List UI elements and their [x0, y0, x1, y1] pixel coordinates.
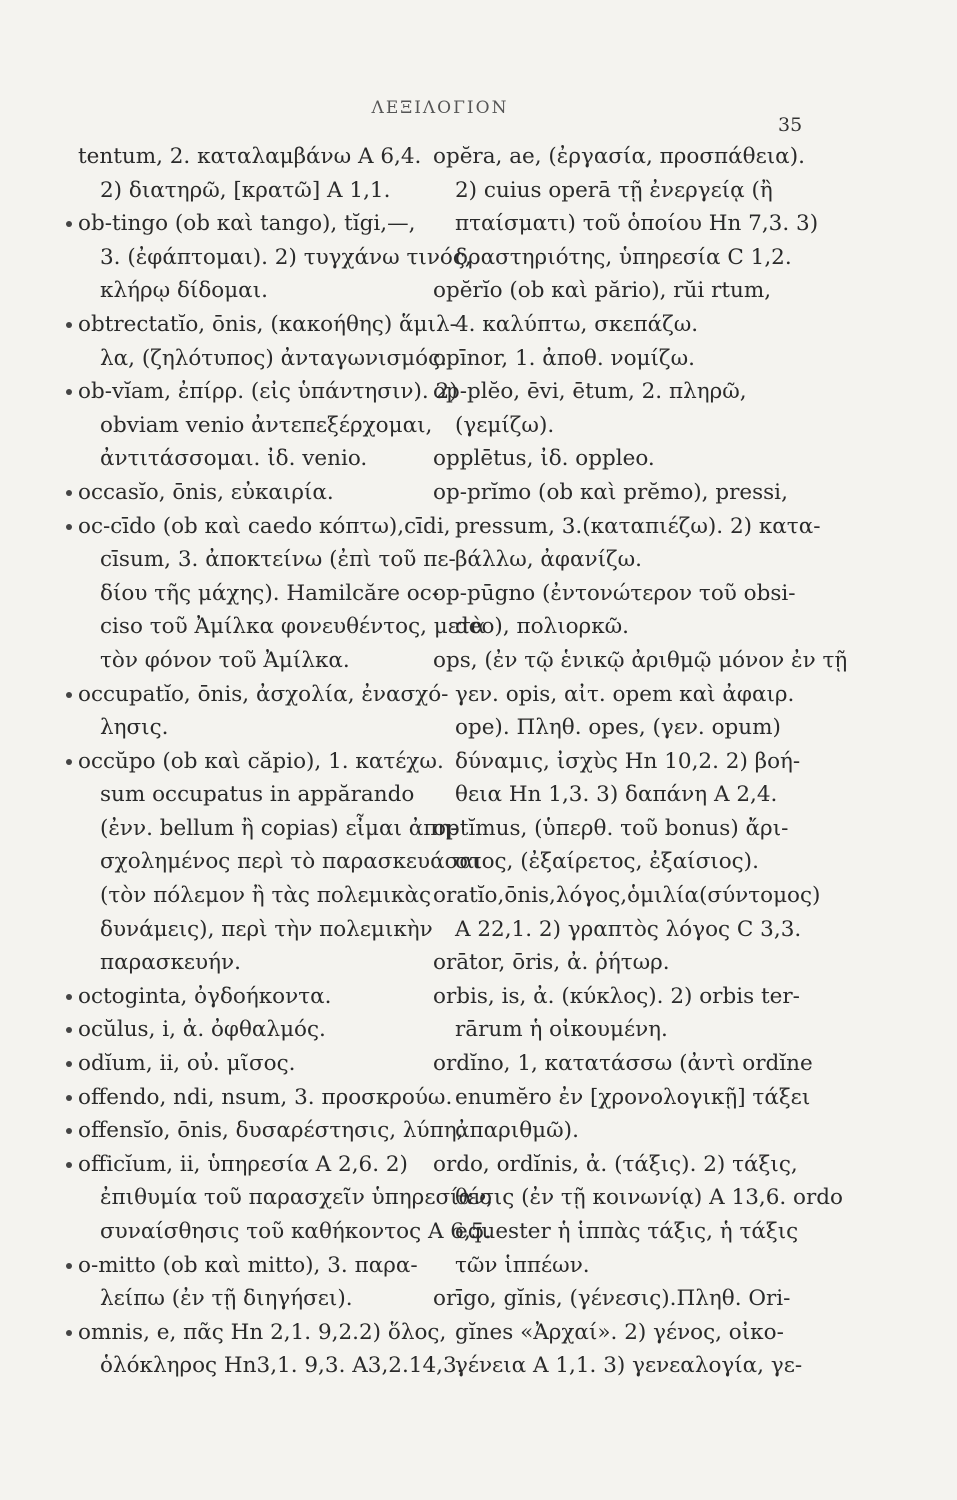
line-text: ἐπιθυμία τοῦ παρασχεῖν ὑπηρεσίαν,	[100, 1185, 493, 1211]
line-text: opĕrĭo (ob καὶ părio), rŭi rtum,	[433, 278, 772, 304]
line-text: γένεια Α 1,1. 3) γενεαλογία, γε-	[455, 1353, 803, 1379]
dictionary-line	[433, 274, 828, 308]
line-text: 3. (ἐφάπτομαι). 2) τυγχάνω τινός,	[100, 244, 472, 270]
dictionary-line	[78, 241, 472, 275]
dictionary-line	[78, 140, 433, 174]
line-text: sum occupatus in appărando	[100, 782, 415, 808]
dictionary-line	[78, 812, 458, 846]
dictionary-line	[78, 711, 433, 745]
dictionary-line	[433, 980, 828, 1014]
entry-headword-line	[78, 745, 444, 779]
running-head: ΛΕΞΙΛΟΓΙΟΝ	[371, 98, 509, 118]
line-text: optĭmus, (ὑπερθ. τοῦ bonus) ἄρι-	[433, 815, 789, 841]
entry-marker-icon	[66, 524, 72, 530]
dictionary-line	[433, 913, 828, 947]
page-number: 35	[778, 114, 803, 136]
dictionary-line	[78, 610, 486, 644]
entry-marker-icon	[66, 1095, 72, 1101]
line-text: enumĕro ἐν [χρονολογικῇ] τάξει	[455, 1084, 811, 1110]
line-text: opplētus, ἰδ. oppleo.	[433, 446, 655, 472]
dictionary-line	[433, 1081, 828, 1115]
line-text: oc-cīdo (ob καὶ caedo κόπτω),cīdi,	[78, 513, 451, 539]
line-text: κλήρῳ δίδομαι.	[100, 278, 268, 304]
line-text: op-prĭmo (ob καὶ prĕmo), pressi,	[433, 479, 788, 505]
line-text: op-plĕo, ēvi, ētum, 2. πληρῶ,	[433, 379, 747, 405]
line-text: γεν. opis, αἰτ. opem καὶ ἀφαιρ.	[455, 681, 795, 707]
line-text: odĭum, ii, οὐ. μῖσος.	[78, 1051, 296, 1077]
dictionary-line	[433, 745, 828, 779]
line-text: orīgo, gĭnis, (γένεσις).Πληθ. Ori-	[433, 1286, 791, 1312]
entry-marker-icon	[66, 1061, 72, 1067]
line-text: ordo, ordĭnis, ἀ. (τάξις). 2) τάξις,	[433, 1151, 798, 1177]
line-text: opĕra, ae, (ἐργασία, προσπάθεια).	[433, 144, 805, 169]
entry-marker-icon	[66, 322, 72, 328]
entry-headword-line	[78, 1148, 433, 1182]
dictionary-line	[78, 174, 433, 208]
line-text: occŭpo (ob καὶ căpio), 1. κατέχω.	[78, 748, 444, 774]
entry-headword-line	[78, 1081, 453, 1115]
dictionary-line	[433, 1249, 828, 1283]
dictionary-line	[433, 241, 828, 275]
line-text: officĭum, ii, ὑπηρεσία Α 2,6. 2)	[78, 1151, 408, 1177]
line-text: tentum, 2. καταλαμβάνω Α 6,4.	[78, 144, 422, 169]
dictionary-line	[78, 342, 447, 376]
line-text: θέσις (ἐν τῇ κοινωνίᾳ) Α 13,6. ordo	[455, 1185, 843, 1211]
dictionary-line	[433, 543, 828, 577]
dictionary-line	[433, 1013, 828, 1047]
dictionary-line	[433, 1215, 828, 1249]
line-text: equester ἡ ἱππὰς τάξις, ἡ τάξις	[455, 1219, 799, 1244]
entry-headword-line	[78, 375, 458, 409]
line-text: 2) cuius operā τῇ ἐνεργείᾳ (ἢ	[455, 177, 773, 203]
entry-headword-line	[78, 1047, 433, 1081]
line-text: o-mitto (ob καὶ mitto), 3. παρα-	[78, 1252, 418, 1278]
dictionary-line	[433, 442, 828, 476]
entry-headword-line	[78, 1316, 447, 1350]
dictionary-line	[433, 174, 828, 208]
line-text: σχολημένος περὶ τὸ παρασκευάσαι	[100, 849, 483, 875]
line-text: ciso τοῦ Ἀμίλκα φονευθέντος, μετὰ	[100, 614, 486, 640]
line-text: συναίσθησις τοῦ καθήκοντος Α 6,5.	[100, 1219, 492, 1244]
dictionary-line	[433, 1181, 843, 1215]
entry-marker-icon	[66, 994, 72, 1000]
entry-headword-line	[78, 980, 433, 1014]
line-text: ordĭno, 1, κατατάσσω (ἀντὶ ordĭne	[433, 1051, 813, 1077]
dictionary-line	[78, 274, 433, 308]
line-text: obtrectatĭo, ōnis, (κακοήθης) ἅμιλ-	[78, 311, 457, 337]
dictionary-line	[433, 1282, 828, 1316]
dictionary-line	[433, 644, 848, 678]
dictionary-line	[433, 1114, 828, 1148]
dictionary-line	[433, 678, 828, 712]
line-text: orbis, is, ἀ. (κύκλος). 2) orbis ter-	[433, 983, 800, 1009]
line-text: Α 22,1. 2) γραπτὸς λόγος C 3,3.	[455, 916, 802, 942]
dictionary-line	[433, 946, 828, 980]
line-text: τὸν φόνον τοῦ Ἀμίλκα.	[100, 647, 350, 673]
line-text: op-pūgno (ἐντονώτερον τοῦ obsi-	[433, 580, 796, 606]
dictionary-line	[433, 845, 828, 879]
dictionary-line	[433, 510, 828, 544]
line-text: 2) διατηρῶ, [κρατῶ] Α 1,1.	[100, 177, 391, 203]
entry-marker-icon	[66, 389, 72, 395]
line-text: ope). Πληθ. opes, (γεν. opum)	[455, 715, 781, 741]
dictionary-line	[433, 577, 828, 611]
dictionary-line	[433, 1148, 828, 1182]
line-text: (ἐνν. bellum ἢ copias) εἶμαι ἀπη-	[100, 815, 458, 841]
line-text: δυνάμεις), περὶ τὴν πολεμικὴν	[100, 916, 433, 942]
line-text: occasĭo, ōnis, εὐκαιρία.	[78, 479, 334, 505]
dictionary-line	[78, 577, 440, 611]
dictionary-line	[433, 1047, 828, 1081]
entry-marker-icon	[66, 221, 72, 227]
entry-marker-icon	[66, 759, 72, 765]
dictionary-line	[78, 845, 483, 879]
line-text: λα, (ζηλότυπος) ἀνταγωνισμός.	[100, 345, 447, 371]
right-column	[433, 140, 848, 1383]
left-column	[78, 140, 493, 1383]
dictionary-line	[433, 207, 828, 241]
dictionary-line	[78, 644, 433, 678]
entry-headword-line	[78, 476, 433, 510]
dictionary-line	[78, 778, 433, 812]
line-text: ob-tingo (ob καὶ tango), tĭgi,—,	[78, 211, 416, 237]
line-text: δίου τῆς μάχης). Hamilcăre oc-	[100, 580, 440, 606]
dictionary-line	[433, 1316, 828, 1350]
line-text: rārum ἡ οἰκουμένη.	[455, 1017, 668, 1043]
entry-marker-icon	[66, 490, 72, 496]
line-text: λείπω (ἐν τῇ διηγήσει).	[100, 1286, 353, 1312]
line-text: παρασκευήν.	[100, 950, 241, 976]
dictionary-line	[78, 543, 456, 577]
line-text: obviam venio ἀντεπεξέρχομαι,	[100, 412, 433, 438]
entry-headword-line	[78, 678, 449, 712]
entry-headword-line	[78, 207, 433, 241]
dictionary-line	[78, 879, 433, 913]
entry-headword-line	[78, 510, 451, 544]
line-text: deo), πολιορκῶ.	[455, 614, 630, 640]
dictionary-line	[433, 1349, 828, 1383]
line-text: δραστηριότης, ὑπηρεσία C 1,2.	[455, 244, 792, 270]
line-text: ops, (ἐν τῷ ἑνικῷ ἀριθμῷ μόνον ἐν τῇ	[433, 647, 848, 673]
line-text: occupatĭo, ōnis, ἀσχολία, ἐνασχό-	[78, 681, 449, 707]
line-text: βάλλω, ἀφανίζω.	[455, 547, 643, 573]
dictionary-line	[433, 610, 828, 644]
dictionary-line	[433, 409, 828, 443]
line-text: opīnor, 1. ἀποθ. νομίζω.	[433, 345, 695, 371]
dictionary-line	[78, 1282, 433, 1316]
entry-headword-line	[78, 1249, 433, 1283]
line-text: offensĭo, ōnis, δυσαρέστησις, λύπη,	[78, 1118, 464, 1144]
dictionary-line	[433, 778, 828, 812]
line-text: ocŭlus, i, ἀ. ὀφθαλμός.	[78, 1017, 326, 1043]
dictionary-line	[78, 913, 433, 947]
dictionary-line	[78, 946, 433, 980]
line-text: omnis, e, πᾶς Hn 2,1. 9,2.2) ὅλος,	[78, 1319, 447, 1345]
line-text: στος, (ἐξαίρετος, ἐξαίσιος).	[455, 849, 759, 875]
dictionary-line	[78, 1215, 492, 1249]
dictionary-line	[78, 1181, 493, 1215]
line-text: 4. καλύπτω, σκεπάζω.	[455, 311, 699, 337]
line-text: ob-vĭam, ἐπίρρ. (εἰς ὑπάντησιν). 2)	[78, 379, 458, 405]
line-text: πταίσματι) τοῦ ὁποίου Hn 7,3. 3)	[455, 211, 819, 237]
entry-headword-line	[78, 1013, 433, 1047]
entry-marker-icon	[66, 1027, 72, 1033]
entry-headword-line	[78, 1114, 464, 1148]
line-text: oratĭo,ōnis,λόγος,ὁμιλία(σύντομος)	[433, 883, 821, 909]
dictionary-line	[433, 879, 828, 913]
line-text: ὁλόκληρος Hn3,1. 9,3. Α3,2.14,3.	[100, 1353, 464, 1379]
entry-marker-icon	[66, 1162, 72, 1168]
line-text: pressum, 3.(καταπιέζω). 2) κατα-	[455, 513, 821, 539]
line-text: δύναμις, ἰσχὺς Hn 10,2. 2) βοή-	[455, 748, 801, 774]
dictionary-line	[433, 140, 828, 174]
line-text: octoginta, ὀγδοήκοντα.	[78, 983, 332, 1009]
entry-marker-icon	[66, 1263, 72, 1269]
dictionary-line	[433, 308, 828, 342]
dictionary-line	[78, 1349, 464, 1383]
line-text: cīsum, 3. ἀποκτείνω (ἐπὶ τοῦ πε-	[100, 547, 456, 573]
dictionary-line	[78, 409, 433, 443]
entry-marker-icon	[66, 692, 72, 698]
line-text: θεια Hn 1,3. 3) δαπάνη Α 2,4.	[455, 782, 778, 808]
dictionary-line	[433, 812, 828, 846]
line-text: gĭnes «Ἀρχαί». 2) γένος, οἰκο-	[455, 1319, 784, 1345]
entry-marker-icon	[66, 1330, 72, 1336]
line-text: (γεμίζω).	[455, 412, 555, 438]
dictionary-line	[433, 476, 828, 510]
line-text: ἀπαριθμῶ).	[455, 1118, 579, 1144]
dictionary-line	[433, 375, 828, 409]
line-text: ἀντιτάσσομαι. ἰδ. venio.	[100, 446, 368, 472]
dictionary-line	[433, 342, 828, 376]
entry-marker-icon	[66, 1128, 72, 1134]
line-text: λησις.	[100, 715, 169, 741]
line-text: offendo, ndi, nsum, 3. προσκρούω.	[78, 1084, 453, 1110]
line-text: orātor, ōris, ἀ. ῥήτωρ.	[433, 950, 670, 976]
dictionary-line	[433, 711, 828, 745]
entry-headword-line	[78, 308, 457, 342]
line-text: τῶν ἱππέων.	[455, 1252, 590, 1278]
line-text: (τὸν πόλεμον ἢ τὰς πολεμικὰς	[100, 883, 432, 909]
dictionary-line	[78, 442, 433, 476]
